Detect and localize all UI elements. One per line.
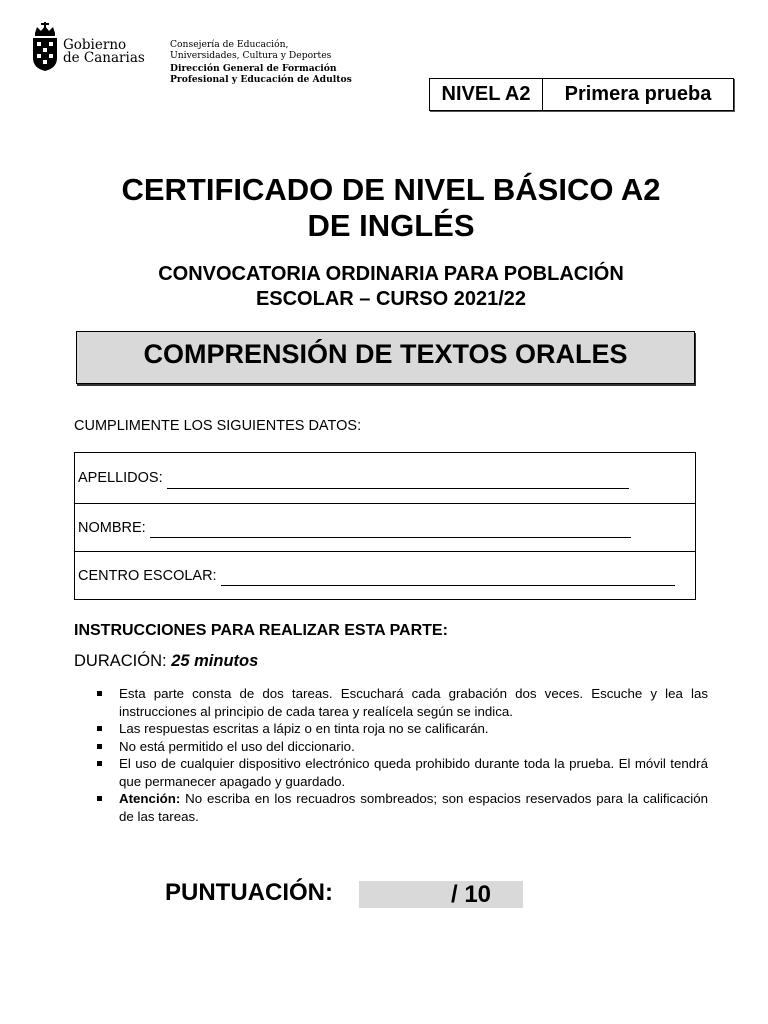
school-field[interactable]: [221, 571, 675, 586]
test-label: Primera prueba: [564, 83, 712, 105]
item-text: El uso de cualquier dispositivo electrónico queda prohibido durante toda la prueba. El móvil tendrá que permanecer apagado y guardado.: [119, 756, 708, 789]
logo-department: [170, 40, 352, 85]
list-item: [96, 790, 708, 825]
item-text: Esta parte consta de dos tareas. Escuchará cada grabación dos veces. Escuche y lea las instrucciones al principio de cada tarea y realícela según se indica.: [119, 686, 708, 719]
subtitle-line: ESCOLAR – CURSO 2021/22: [255, 288, 527, 310]
score-box: [359, 881, 523, 908]
level-label: NIVEL A2: [430, 79, 543, 110]
duration: [74, 652, 258, 671]
section-title-box: [76, 331, 695, 384]
bullet-icon: [97, 691, 102, 696]
score-label: PUNTUACIÓN:: [165, 879, 333, 906]
department-line: Profesional y Educación de Adultos: [170, 73, 352, 85]
name-label: NOMBRE:: [78, 519, 146, 536]
instructions-heading: INSTRUCCIONES PARA REALIZAR ESTA PARTE:: [74, 622, 448, 639]
logo-name-line: de Canarias: [63, 50, 145, 66]
item-strong: Atención:: [119, 791, 181, 806]
gobierno-de-canarias-logo: [30, 22, 352, 85]
logo-name: [63, 39, 145, 65]
surname-field[interactable]: [167, 474, 629, 489]
list-item: [96, 685, 708, 720]
canarias-crest-icon: [30, 22, 60, 72]
title-line: CERTIFICADO DE NIVEL BÁSICO A2: [121, 172, 661, 207]
item-text: No está permitido el uso del diccionario.: [119, 738, 355, 754]
duration-value: 25 minutos: [171, 652, 259, 670]
list-item: [96, 720, 708, 738]
student-data-form: [74, 452, 696, 600]
bullet-icon: [97, 744, 102, 749]
instructions-list: [96, 685, 708, 825]
title-line: DE INGLÉS: [307, 208, 475, 243]
logo-name-line: Gobierno: [63, 37, 127, 53]
subtitle-line: CONVOCATORIA ORDINARIA PARA POBLACIÓN: [158, 263, 624, 285]
score-value: / 10: [451, 881, 492, 908]
department-line: Universidades, Cultura y Deportes: [170, 49, 332, 61]
form-intro: CUMPLIMENTE LOS SIGUIENTES DATOS:: [74, 418, 362, 434]
bullet-icon: [97, 726, 102, 731]
name-field[interactable]: [150, 523, 631, 538]
section-title: COMPRENSIÓN DE TEXTOS ORALES: [143, 339, 628, 369]
list-item: [96, 738, 708, 756]
list-item: [96, 755, 708, 790]
item-text: No escriba en los recuadros sombreados; son espacios reservados para la calificación de las tareas.: [119, 791, 708, 824]
bullet-icon: [97, 761, 102, 766]
item-text: Las respuestas escritas a lápiz o en tinta roja no se calificarán.: [119, 721, 489, 736]
page-subtitle: [40, 262, 742, 312]
school-row: [75, 552, 695, 599]
duration-label: DURACIÓN:: [74, 652, 167, 670]
department-line: Dirección General de Formación: [170, 63, 337, 74]
name-row: [75, 504, 695, 552]
surname-row: [75, 453, 695, 504]
school-label: CENTRO ESCOLAR:: [78, 567, 217, 584]
surname-label: APELLIDOS:: [78, 470, 163, 486]
level-box: [429, 78, 734, 111]
bullet-icon: [97, 796, 102, 801]
page-title: [40, 172, 742, 244]
department-line: Consejería de Educación,: [170, 39, 289, 50]
